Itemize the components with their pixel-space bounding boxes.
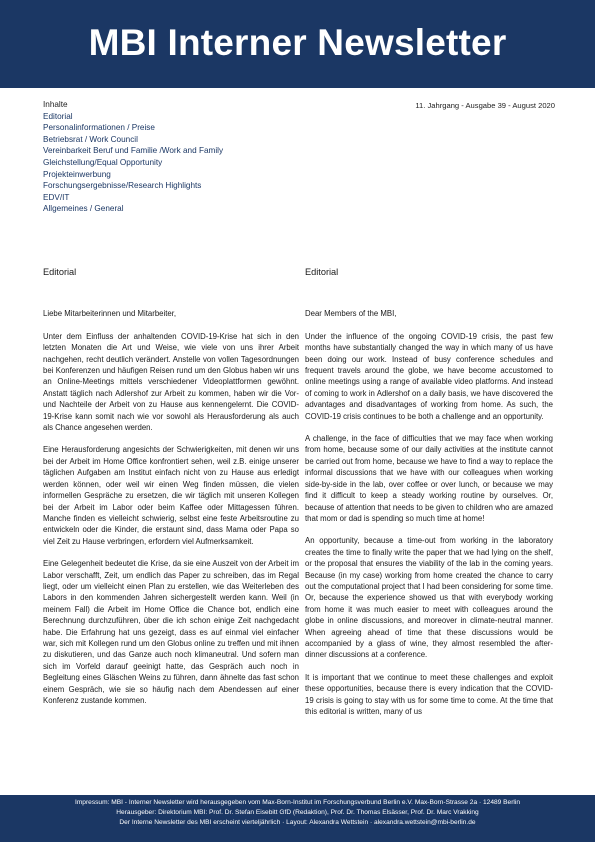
newsletter-title: MBI Interner Newsletter (88, 22, 507, 63)
toc-item-projects[interactable]: Projekteinwerbung (43, 169, 111, 179)
toc-item-personal[interactable]: Personalinformationen / Preise (43, 123, 155, 133)
editorial-paragraph: It is important that we continue to meet these challenges and exploit these opportunities, because there is every indication that the COVID-19 crisis is going to stay with us for some time to come. At the time that this editorial is written, many of us (305, 672, 553, 716)
editorial-heading: Editorial (305, 267, 339, 277)
editorial-english-column (305, 267, 553, 728)
issue-info: 11. Jahrgang - Ausgabe 39 - August 2020 (415, 101, 555, 110)
editorial-paragraph: Under the influence of the ongoing COVID-19 crisis, the past few months have substantially changed the way in which many of us have been doing our work. Instead of busy conference schedules and frequent travels around the globe, we have become accustomed to online meetings using a range of available video platforms. And instead of coming to work in Adlershof on a daily basis, we have discovered the advantages and disadvantages of working from home. As such, the COVID-19 crisis continues to be both a challenge and an opportunity. (305, 331, 553, 421)
toc-item-work-council[interactable]: Betriebsrat / Work Council (43, 134, 138, 144)
toc-item-equal-opportunity[interactable]: Gleichstellung/Equal Opportunity (43, 157, 163, 167)
imprint-footer (0, 795, 595, 842)
editorial-heading: Editorial (43, 267, 77, 277)
editorial-greeting: Liebe Mitarbeiterinnen und Mitarbeiter, (43, 309, 177, 319)
toc-item-research-highlights[interactable]: Forschungsergebnisse/Research Highlights (43, 181, 202, 191)
toc-heading: Inhalte (43, 100, 68, 109)
imprint-line: Impressum: MBI - Interner Newsletter wird herausgegeben vom Max-Born-Institut im Forschungsverbund Berlin e.V. Max-Born-Strasse 2a · 12489 Berlin (74, 799, 521, 806)
editorial-paragraph: Eine Herausforderung angesichts der Schwierigkeiten, mit denen wir uns bei der Arbeit im Home Office konfrontiert sehen, weil z.B. einige unserer täglichen Aufgaben am Institut einfach nicht von zu Hause aus erledigt werden können, oder weil wir einen Weg finden müssen, die vielen informellen Gespräche zu ersetzen, die wir täglich mit unseren Kollegen bei der Arbeit im Labor oder beim Kaffee oder Mittagessen führen. Manche finden es vielleicht schwierig, selbst eine feste Arbeitsroutine zu entwickeln oder die Kinder, die erstaunt sind, dass Mama oder Papa so viel Zeit zu Hause verbringen, erfordern viel Aufmerksamkeit. (43, 445, 299, 546)
imprint-line: Der Interne Newsletter des MBI erscheint vierteljährlich · Layout: Alexandra Wettstein · alexandra.wettstein@mbi-berlin.de (119, 819, 476, 827)
toc-item-work-family[interactable]: Vereinbarkeit Beruf und Familie /Work and Family (43, 146, 224, 156)
editorial-german-column (43, 267, 299, 717)
toc-item-it[interactable]: EDV/IT (43, 192, 70, 202)
editorial-paragraph: Unter dem Einfluss der anhaltenden COVID-19-Krise hat sich in den letzten Monaten die Art und Weise, wie viele von uns ihrer Arbeit nachgehen, recht deutlich verändert. Anstelle von vollen Tagesordnungen bei Konferenzen und häufigen Reisen rund um den Globus haben wir uns an Online-Meetings mittels verschiedener Videoplattformen gewöhnt. Anstatt täglich nach Adlershof zur Arbeit zu kommen, haben wir die Vor- und Nachteile der Arbeit von zu Hause aus kennengelernt. Die COVID-19-Krise kann somit nach wie vor sowohl als Herausforderung als auch als Chance angesehen werden. (43, 331, 299, 433)
editorial-greeting: Dear Members of the MBI, (305, 309, 397, 319)
toc-item-general[interactable]: Allgemeines / General (43, 204, 124, 214)
imprint-line: Herausgeber: Direktorium MBI: Prof. Dr. Stefan Eisebitt GfD (Redaktion), Prof. Dr. Thomas Elsässer, Prof. Dr. Marc Vrakking (116, 809, 479, 817)
editorial-paragraph: Eine Gelegenheit bedeutet die Krise, da sie eine Auszeit von der Arbeit im Labor verschafft, Zeit, um endlich das Paper zu schreiben, das im Regal liegt, oder um vielleicht einen Plan zu erstellen, wie das Weiterleben des Labors in den kommenden Jahren sichergestellt werden kann. Weil (in meinem Fall) die Arbeit im Home Office die Chance bot, endlich eine Berechnung durchzuführen, über die ich schon einige Zeit nachgedacht habe. Die Erfahrung hat uns gezeigt, dass es auf einmal viel einfacher war, sich mit Kollegen rund um den Globus online zu treffen und mit ihnen zu diskutieren, und das Ganze auch noch klimaneutral. Und sofern man sich im Vorfeld darauf geeinigt hatte, das Gespräch auch noch in Begleitung eines Gläschen Weins zu führen, dann ähnelte das fast schon einem Gespräch, wie sie so häufig nach dem Abendessen auf einer Konferenz zustande kommen. (43, 559, 299, 705)
toc-item-editorial[interactable]: Editorial (43, 111, 73, 121)
header-banner (0, 0, 595, 88)
editorial-paragraph: A challenge, in the face of difficulties that we may face when working from home, because some of our daily activities at the institute cannot be carried out from home, because we have to find a way to replace the informal discussions that we have with our colleagues when working side-by-side in the lab, over coffee or over lunch, or because we may find it difficult to keep a steady working routine by ourselves. Or, because of attention that needs to be given to children who are amazed that mom or dad is spending so much time at home! (305, 434, 553, 523)
editorial-paragraph: An opportunity, because a time-out from working in the laboratory creates the time to finally write the paper that we had lying on the shelf, or the proposal that ensures the viability of the lab in the coming years. Because (in my case) working from home created the chance to carry out the computational project that I had been considering for some time. Or, because the experience showed us that with everybody working from home it was much easier to meet with colleagues around the globe in online discussions, and moreover in climate-neutral manner. When agreeing ahead of time that these discussions would be accompanied by a glass of wine, they almost resembled the after-dinner discussions at a conference. (305, 536, 553, 660)
table-of-contents (43, 99, 223, 215)
